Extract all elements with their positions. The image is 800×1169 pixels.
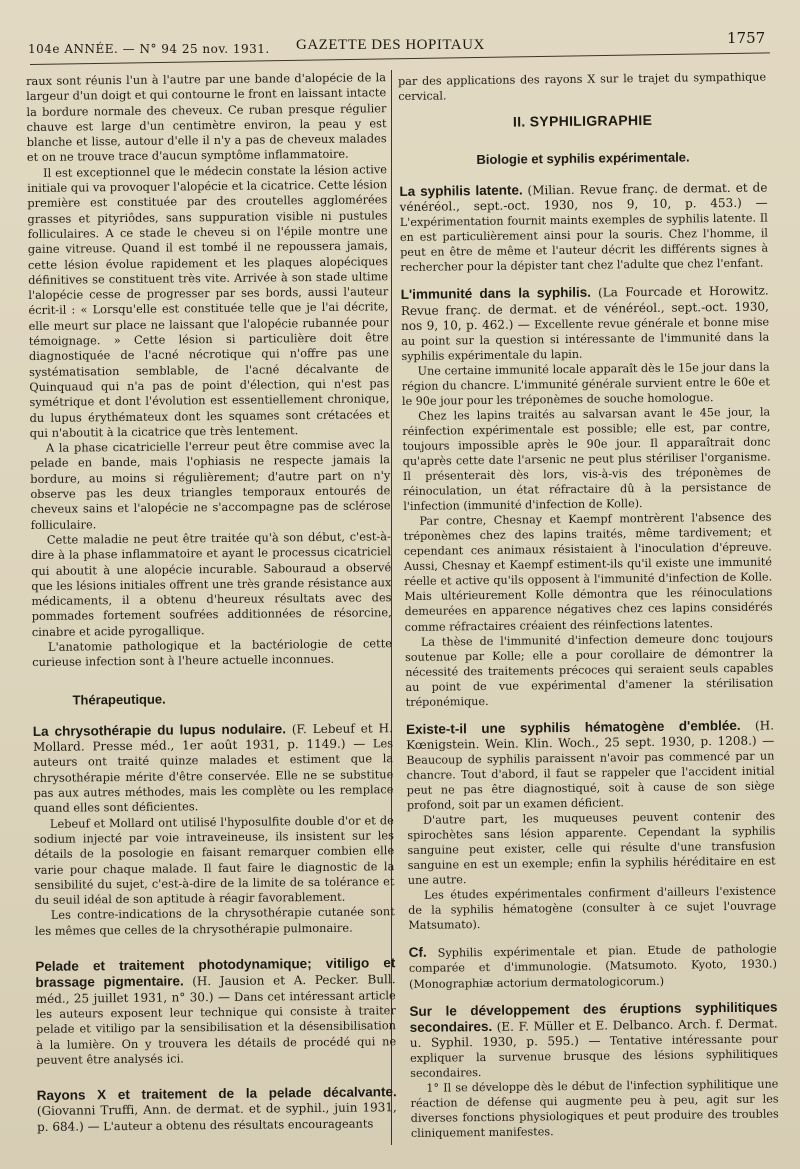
article-text: Dans cet intéressant article les auteurs exposent leur technique qui consiste à traiter pelade et vitiligo par la sensibilisation et la désensibilisation à la lumière. On y trouvera les détails de procédé qui ne peuvent être analysés ici.: [35, 987, 397, 1067]
article-citation: (Giovanni Truffi, Ann. de dermat. et de syphil., juin 1931, p. 684.) —: [36, 1100, 397, 1134]
article-title: L'immunité dans la syphilis.: [400, 285, 591, 303]
article-text: Beaucoup de syphilis paraissent n'avoir pas commencé par un chancre. Tout d'abord, il faut se rappeler que l'accident initial peut ne pas être diagnostiqué, soit à cause de son siège profond, soit par un examen déficient.: [406, 749, 775, 812]
paragraph: Il est exceptionnel que le médecin constate la lésion active initiale qui va provoquer l'alopécie et la cicatrice. Cette lésion première est constituée par des croutelles agglomérées grasses et pityriôdes, sans suppuration visible ni pustules folliculaires. A ce stade le cheveu si on l'épile montre une gaine vitreuse. Quand il est tombé il ne repoussera jamais, cette lésion évolue rapidement et les plaques alopéciques définitives se constituent très vite. Arrivée à son stade ultime l'alopécie cesse de progresser par ses bords, aussi l'auteur écrit-il : « Lorsqu'elle est constituée telle que je l'ai décrite, elle meurt sur place ne laissant que l'alopécie rubannée pour témoignage. » Cette lésion si particulière doit être diagnostiquée de l'acné nécrotique qui n'offre pas une systématisation semblable, de l'acné décalvante de Quinquaud qui n'a pas de point d'élection, qui n'est pas symétrique et dont l'évolution est essentiellement chronique, du lupus érythémateux dont les squames sont crétacées et qui n'aboutit à la cicatrice que très lentement.: [27, 162, 390, 440]
article-cf-matsumoto: [409, 941, 778, 992]
journal-title: GAZETTE DES HOPITAUX: [296, 37, 485, 53]
page-number: 1757: [727, 29, 766, 47]
article-title: Rayons X et traitement de la pelade décalvante.: [36, 1084, 397, 1104]
article-citation: (E. F. Müller et E. Delbanco. Arch. f. Dermat. u. Syphil. 1930, p. 595.) —: [409, 1016, 778, 1050]
paragraph: Chez les lapins traités au salvarsan avant le 45e jour, la réinfection expérimentale est possible; elle est, par contre, toujours impossible après le 90e jour. Il apparaîtrait donc qu'après cette date l'arsenic ne peut plus stériliser l'organisme. Il présenterait dès lors, vis-à-vis des tréponèmes de réinoculation, un état réfractaire dû à la persistance de l'infection (immunité d'infection de Kolle).: [402, 405, 772, 514]
paragraph: Les études expérimentales confirment d'ailleurs l'existence de la syphilis hématogène (consulter à ce sujet l'ouvrage Matsumato).: [408, 884, 777, 933]
paragraph: D'autre part, les muqueuses peuvent contenir des spirochètes sans lésion apparente. Cependant la syphilis sanguine peut exister, celle qui résulte d'une transfusion sanguine en est un exemple; enfin la syphilis héréditaire en est une autre.: [407, 809, 776, 888]
article-text: Syphilis expérimentale et pian. Etude de pathologie comparée et d'immunologie. (Matsumoto. Kyoto, 1930.) (Monographiæ actorium dermatologicorum.): [408, 942, 777, 991]
paragraph: Cette maladie ne peut être traitée qu'à son début, c'est-à-dire à la phase inflammatoire et ayant le processus cicatriciel qui aboutit à une alopécie incurable. Sabouraud a observé que les lésions initiales offrent une très grande résistance aux médicaments, il a obtenu d'heureux résultats avec des pommades fortement soufrées additionnées de résorcine, cinabre et acide pyrogallique.: [30, 529, 392, 639]
paragraph: Lebeuf et Mollard ont utilisé l'hyposulfite double d'or et de sodium injecté par voie intraveineuse, ils insistent sur les détails de la posologie en faisant remarquer combien elle varie pour chaque malade. Il faut faire le diagnostic de la sensibilité du sujet, c'est-à-dire de la limite de sa tolérance et du seuil idéal de son aptitude à réagir favorablement.: [33, 812, 395, 908]
article-immunite: [401, 283, 770, 364]
article-citation: (F. Lebeuf et H. Mollard. Presse méd., 1er août 1931, p. 1149.) —: [32, 721, 393, 755]
article-text: Excellente revue générale et bonne mise au point sur la question si intéressante de l'immunité dans la syphilis expérimentale du lapin.: [401, 315, 770, 363]
paragraph: La thèse de l'immunité d'infection demeure donc toujours soutenue par Kolle; elle a pour corollaire de démontrer la nécessité des traitements précoces qui seraient seuls capables au point de vue expérimental d'amener la stérilisation tréponémique.: [405, 631, 774, 709]
paragraph: L'anatomie pathologique et la bactériologie de cette curieuse infection sont à l'heure actuelle inconnues.: [32, 636, 393, 670]
article-citation: (H. Kœnigstein. Wein. Klin. Woch., 25 sept. 1930, p. 1208.) —: [406, 718, 775, 752]
page-header: [0, 0, 800, 66]
section-heading-therapeutique: Thérapeutique.: [72, 691, 166, 708]
paragraph: raux sont réunis l'un à l'autre par une bande d'alopécie de la largeur d'un doigt et qui contourne le front en laissant intacte la bordure normale des cheveux. Ce ruban presque régulier chauve est large d'un centimètre environ, la peau y est blanche et lisse, autour d'elle il n'y a pas de cheveux malades et on ne trouve trace d'aucun symptôme inflammatoire.: [26, 70, 387, 165]
paragraph: A la phase cicatricielle l'erreur peut être commise avec la pelade en bande, mais l'ophiasis ne respecte jamais la bordure, au moins si régulièrement; d'autre part on n'y observe pas les deux triangles temporaux entourés de cheveux sains et l'alopécie ne s'accompagne pas de sclérose folliculaire.: [30, 437, 391, 532]
section-heading-syphiligraphie: II. SYPHILIGRAPHIE: [512, 111, 653, 130]
article-text: L'expérimentation fournit maints exemples de syphilis latente. Il en est particulièrement ainsi pour la souris. Chez l'homme, il peut en être de même et l'auteur décrit les différents signes à rechercher pour la dépister tant chez l'adulte que chez l'enfant.: [399, 211, 769, 275]
article-citation: (La Fourcade et Horowitz. Revue franç. de dermat. et de vénéréol., sept.-oct. 1930, nos 9, 10, p. 462.) —: [400, 283, 769, 333]
article-rayons-x: [37, 1084, 397, 1135]
article-syphilis-hematogene: [406, 717, 775, 813]
article-title: La chrysothérapie du lupus nodulaire.: [32, 721, 287, 739]
article-eruptions-secondaires: [409, 999, 778, 1081]
paragraph: Les contre-indications de la chrysothérapie cutanée sont les mêmes que celles de la chrysothérapie pulmonaire.: [34, 904, 395, 938]
article-title: La syphilis latente.: [399, 182, 523, 200]
article-citation: (Milian. Revue franç. de dermat. et de vénéréol., sept.-oct. 1930, nos 9, 10, p. 453.) —: [399, 180, 768, 215]
article-text: Tentative intéressante pour expliquer la survenue brusque des lésions syphilitiques secondaires.: [409, 1032, 779, 1080]
left-column: [26, 70, 397, 1135]
article-text: Les auteurs ont traité quinze malades et estiment que la chrysothérapie mérite d'être conservée. Elle ne se substitue pas aux autres méthodes, mais les complète ou les remplace quand elles sont déficientes.: [33, 736, 394, 816]
article-chrysotherapie: [33, 720, 394, 817]
paragraph: 1° Il se développe dès le début de l'infection syphilitique une réaction de défense qui augmente peu à peu, agit sur les diverses fonctions physiologiques et peut produire des troubles cliniquement manifestes.: [410, 1077, 779, 1140]
subsection-heading-biologie: Biologie et syphilis expérimentale.: [476, 149, 690, 168]
article-title: Pelade et traitement photodynamique; vitiligo et brassage pigmentaire.: [35, 955, 396, 991]
article-text: L'auteur a obtenu des résultats encourageants: [103, 1116, 374, 1133]
paragraph: Une certaine immunité locale apparaît dès le 15e jour dans la région du chancre. L'immunité générale survient entre le 60e et le 90e jour pour les tréponèmes de souche homologue.: [401, 360, 770, 408]
right-column: [398, 70, 779, 1141]
article-title: Cf.: [408, 945, 427, 961]
paragraph: Par contre, Chesnay et Kaempf montrèrent l'absence des tréponèmes chez des lapins traités, même tardivement; et cependant ces animaux résistaient à l'inoculation d'épreuve. Aussi, Chesnay et Kaempf estiment-ils qu'il existe une immunité réelle et active qu'ils opposent à l'immunité d'infection de Kolle. Mais ultérieurement Kolle démontra que les réinoculations demeurées en apparence négatives chez ces lapins considérés comme réfractaires créaient des réinfections latentes.: [403, 510, 773, 634]
article-pelade-photodynamique: [35, 955, 396, 1068]
article-citation: (H. Jausion et A. Pecker. Bull. méd., 25 juillet 1931, n° 30.) —: [35, 972, 396, 1006]
article-title: Sur le développement des éruptions syphilitiques secondaires.: [409, 999, 778, 1035]
article-title: Existe-t-il une syphilis hématogène d'emblée.: [405, 717, 741, 737]
article-syphilis-latente: [399, 180, 768, 276]
paragraph: par des applications des rayons X sur le trajet du sympathique cervical.: [398, 70, 767, 104]
issue-line: 104e ANNÉE. — N° 94 25 nov. 1931.: [28, 42, 270, 56]
